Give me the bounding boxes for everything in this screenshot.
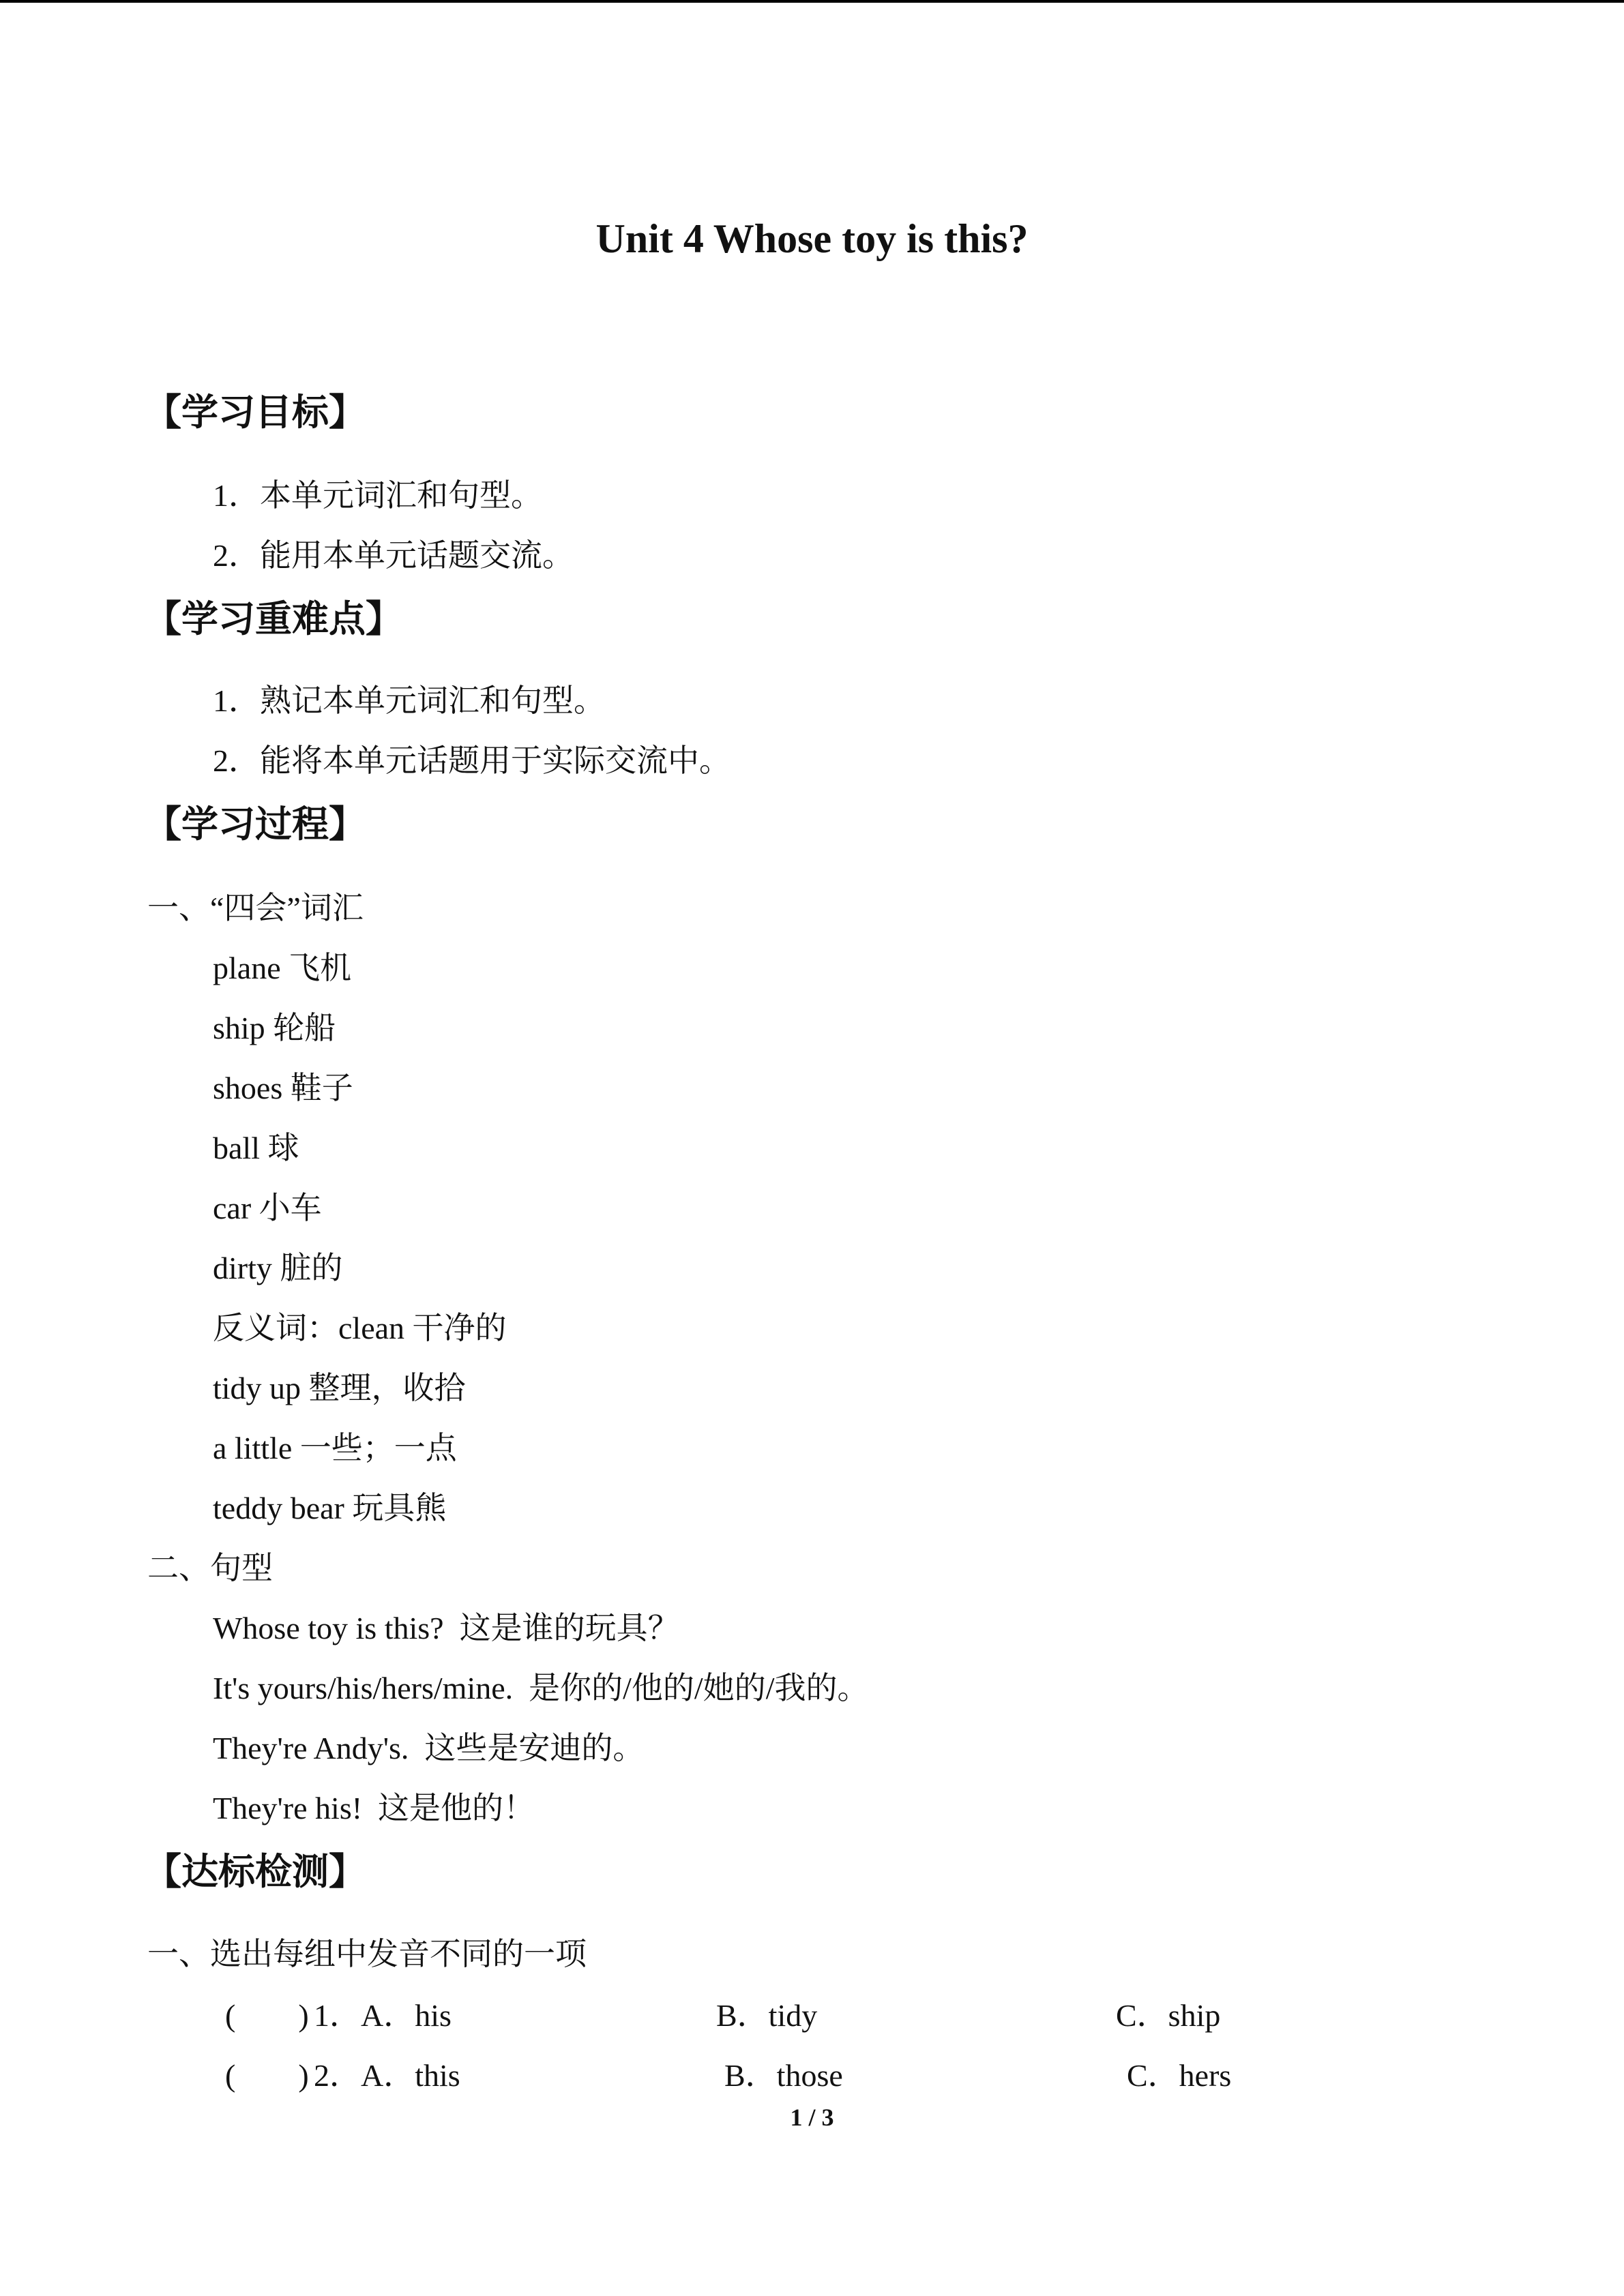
goal-item: 1．本单元词汇和句型。 <box>213 478 542 513</box>
heading-goals: 【学习目标】 <box>145 391 366 434</box>
question-row <box>225 2055 1521 2096</box>
goal-item: 2．能用本单元话题交流。 <box>213 538 574 573</box>
question-option-a: 1．A．his <box>314 1998 452 2033</box>
question-option-a: 2．A．this <box>314 2058 460 2093</box>
question-row <box>225 1995 1521 2036</box>
vocab-item: 反义词：clean 干净的 <box>213 1311 507 1345</box>
vocab-item: ship 轮船 <box>213 1011 336 1045</box>
vocab-item: dirty 脏的 <box>213 1251 343 1285</box>
key-point-item: 2．能将本单元话题用于实际交流中。 <box>213 743 730 778</box>
question-option-c: C．ship <box>1116 1998 1221 2033</box>
vocab-item: teddy bear 玩具熊 <box>213 1491 447 1525</box>
page-number: 1 / 3 <box>790 2104 834 2131</box>
top-border <box>0 0 1624 3</box>
answer-blank: ( ) <box>225 1998 309 2033</box>
sentence-section-title: 二、句型 <box>147 1551 273 1585</box>
sentence-item: They're his! 这是他的！ <box>213 1791 535 1825</box>
vocab-item: car 小车 <box>213 1191 322 1225</box>
question-option-b: B．tidy <box>716 1998 818 2033</box>
question-option-c: C．hers <box>1127 2058 1232 2093</box>
key-point-item: 1．熟记本单元词汇和句型。 <box>213 683 605 718</box>
vocab-item: shoes 鞋子 <box>213 1071 353 1105</box>
test-part-title: 一、选出每组中发音不同的一项 <box>147 1937 587 1971</box>
answer-blank: ( ) <box>225 2058 309 2093</box>
vocab-item: a little 一些；一点 <box>213 1431 457 1465</box>
vocab-section-title: 一、“四会”词汇 <box>147 891 364 925</box>
sentence-item: It's yours/his/hers/mine. 是你的/他的/她的/我的。 <box>213 1671 869 1705</box>
sentence-item: Whose toy is this? 这是谁的玩具？ <box>213 1611 679 1645</box>
heading-process: 【学习过程】 <box>145 803 366 846</box>
question-option-b: B．those <box>724 2058 843 2093</box>
sentence-item: They're Andy's. 这些是安迪的。 <box>213 1731 645 1765</box>
page-title: Unit 4 Whose toy is this? <box>595 216 1029 261</box>
vocab-item: ball 球 <box>213 1131 299 1165</box>
vocab-item: plane 飞机 <box>213 951 352 985</box>
heading-key-points: 【学习重难点】 <box>145 597 402 640</box>
vocab-item: tidy up 整理，收拾 <box>213 1371 466 1405</box>
heading-test: 【达标检测】 <box>145 1850 366 1893</box>
